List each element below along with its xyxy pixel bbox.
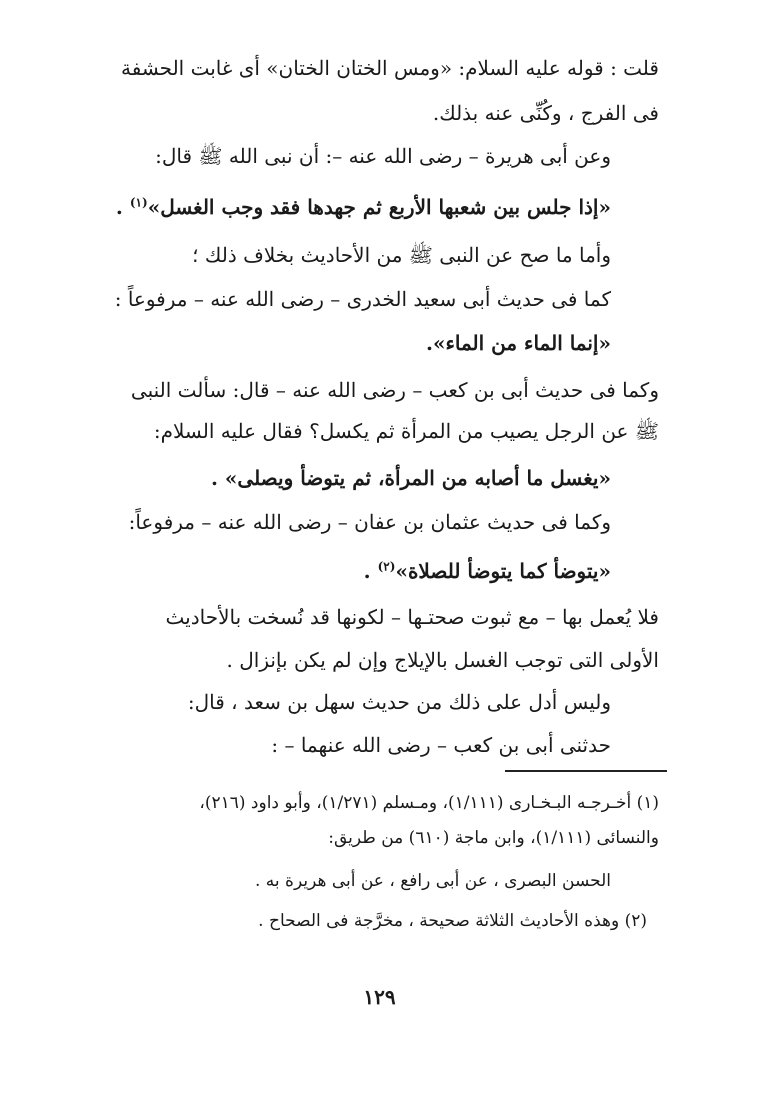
body-line-9: ﷺ عن الرجل يصيب من المرأة ثم يكسل؟ فقال عليه السلام: <box>153 419 659 443</box>
hadith-quote-4 <box>364 556 611 586</box>
hadith-quote-2: «إنما الماء من الماء». <box>426 331 611 355</box>
body-line-1: قلت : قوله عليه السلام: «ومس الختان الختان» أى غابت الحشفة <box>120 56 659 80</box>
hadith-quote-3: «يغسل ما أصابه من المرأة، ثم يتوضأ ويصلى» . <box>210 466 611 490</box>
footnote-2: (٢) وهذه الأحاديث الثلاثة صحيحة ، مخرَّجة فى الصحاح . <box>258 911 647 931</box>
body-line-6: كما فى حديث أبى سعيد الخدرى – رضى الله عنه – مرفوعاً : <box>114 287 611 311</box>
footnote-ref-2: (٢) <box>377 559 396 574</box>
footnote-1-line-2: والنسائى (١/١١١)، وابن ماجة (٦١٠) من طريق: <box>328 828 659 848</box>
hadith-quote-1-text: «إذا جلس بين شعبها الأربع ثم جهدها فقد وجب الغسل» <box>147 195 611 219</box>
body-line-14: الأولى التى توجب الغسل بالإيلاج وإن لم يكن بإنزال . <box>226 648 659 672</box>
body-line-8: وكما فى حديث أبى بن كعب – رضى الله عنه – قال: سألت النبى <box>130 378 659 402</box>
body-line-5: وأما ما صح عن النبى ﷺ من الأحاديث بخلاف ذلك ؛ <box>192 243 611 267</box>
hadith-quote-1 <box>116 192 611 222</box>
body-line-13: فلا يُعمل بها – مع ثبوت صحتـها – لكونها قد نُسخت بالأحاديث <box>165 605 659 629</box>
footnote-ref-1: (١) <box>129 195 148 210</box>
body-line-2: فى الفرج ، وكُنِّى عنه بذلك. <box>432 101 659 125</box>
body-line-15: وليس أدل على ذلك من حديث سهل بن سعد ، قال: <box>187 690 611 714</box>
body-line-11: وكما فى حديث عثمان بن عفان – رضى الله عنه – مرفوعاً: <box>128 510 611 534</box>
body-line-16: حدثنى أبى بن كعب – رضى الله عنهما – : <box>271 733 611 757</box>
footnote-1-line-1: (١) أخـرجـه البـخـارى (١/١١١)، ومـسلم (١/٢٧١)، وأبو داود (٢١٦)، <box>199 793 659 813</box>
hadith-quote-1-end: . <box>115 195 130 219</box>
hadith-quote-4-text: «يتوضأ كما يتوضأ للصلاة» <box>395 559 611 583</box>
page-number: ١٢٩ <box>363 985 396 1009</box>
body-line-3: وعن أبى هريرة – رضى الله عنه –: أن نبى الله ﷺ قال: <box>155 144 611 168</box>
hadith-quote-4-end: . <box>363 559 378 583</box>
footnote-separator <box>505 770 667 772</box>
footnote-1-line-3: الحسن البصرى ، عن أبى رافع ، عن أبى هريرة به . <box>255 871 611 891</box>
